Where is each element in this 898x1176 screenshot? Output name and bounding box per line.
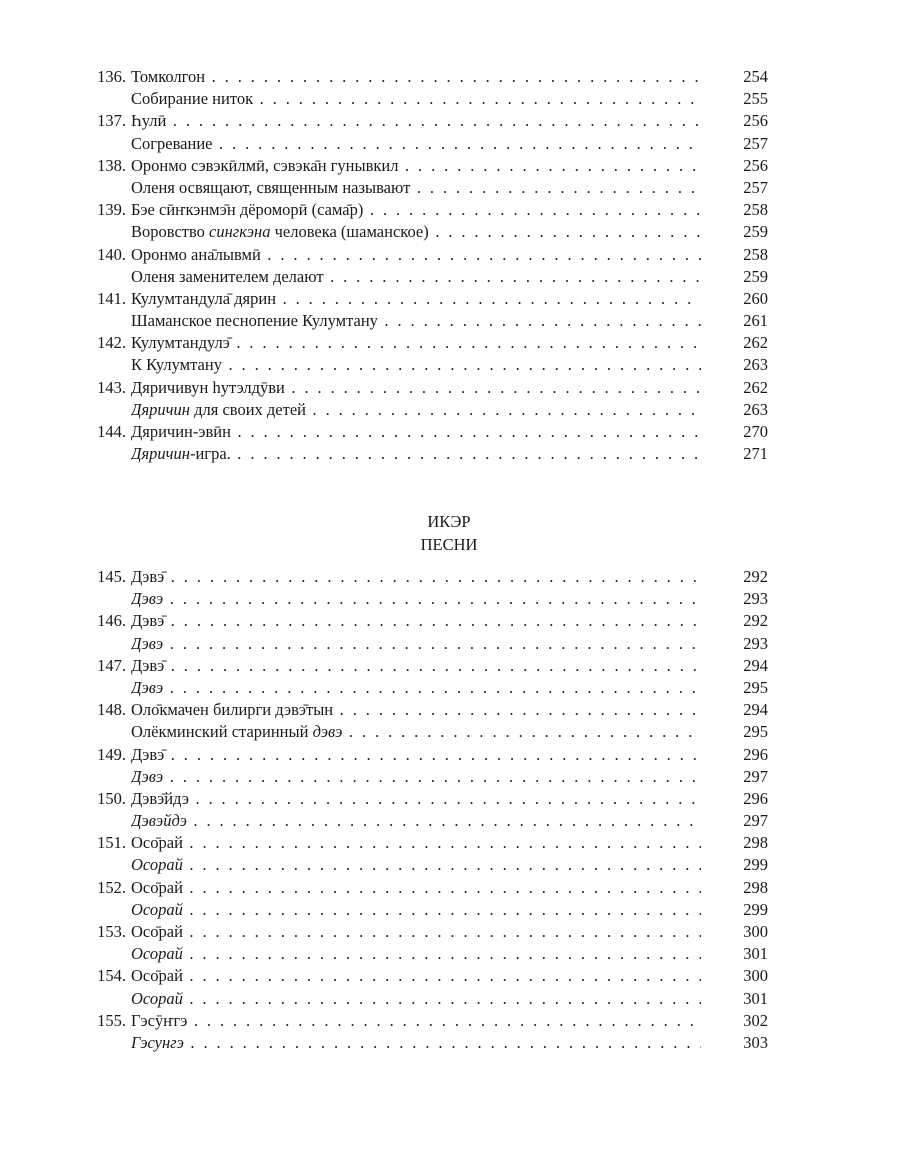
title-segment: К Кулумтану — [131, 355, 222, 375]
page-number: 257 — [743, 133, 768, 153]
title-segment: Собирание ниток — [131, 89, 254, 109]
entry-title — [131, 244, 701, 266]
entry-title — [131, 965, 701, 987]
toc-entry-translation[interactable] — [0, 399, 898, 421]
title-segment: Дяричин — [131, 444, 190, 464]
page-number: 296 — [743, 744, 768, 764]
title-segment: Һулӣ — [131, 111, 167, 131]
toc-entry[interactable] — [0, 877, 898, 899]
section-subheading: ПЕСНИ — [420, 535, 478, 554]
section-heading: ИКЭР — [427, 512, 471, 531]
entry-number: 147. — [97, 655, 126, 675]
page-number: 293 — [743, 589, 768, 609]
entry-number: 140. — [97, 244, 126, 264]
page-number: 263 — [743, 399, 768, 419]
title-segment: Осо̄рай — [131, 833, 183, 853]
title-segment: Осорай — [131, 899, 183, 919]
toc-entry-translation[interactable] — [0, 854, 898, 876]
toc-entry-translation[interactable] — [0, 766, 898, 788]
page-number: 262 — [743, 333, 768, 353]
entry-translation — [131, 399, 701, 421]
title-segment: Дяричин — [131, 399, 190, 419]
page-number: 294 — [743, 700, 768, 720]
entry-translation — [131, 354, 701, 376]
toc-entry[interactable] — [0, 377, 898, 399]
entry-translation — [131, 721, 701, 743]
title-segment: -игра. — [189, 444, 231, 464]
title-segment: Олёкминский старинный — [131, 722, 313, 742]
title-segment: Осо̄рай — [131, 922, 183, 941]
entry-number: 136. — [97, 67, 126, 86]
toc-entry-translation[interactable] — [0, 988, 898, 1010]
title-segment: Гэсунгэ — [131, 1032, 184, 1052]
page-number: 300 — [743, 966, 768, 986]
toc-entry[interactable] — [0, 699, 898, 721]
toc-entry-translation[interactable] — [0, 310, 898, 332]
entry-number: 148. — [97, 700, 126, 720]
entry-translation — [131, 443, 701, 465]
entry-title — [131, 66, 701, 88]
toc-entry[interactable] — [0, 788, 898, 810]
page-number: 270 — [743, 422, 768, 441]
toc-entry-translation[interactable] — [0, 677, 898, 699]
page-number: 299 — [743, 855, 768, 875]
toc-section — [0, 566, 898, 1054]
page-number: 262 — [743, 377, 768, 397]
page-number: 303 — [743, 1032, 768, 1052]
toc-entry[interactable] — [0, 610, 898, 632]
title-segment: Оло̄кмачен билирги дэвэ̄тын — [131, 700, 334, 720]
entry-title — [131, 832, 701, 854]
page-number: 257 — [743, 177, 768, 197]
page-number: 255 — [743, 89, 768, 109]
entry-translation — [131, 854, 701, 876]
entry-translation — [131, 766, 701, 788]
entry-number: 145. — [97, 567, 126, 586]
entry-title — [131, 655, 701, 677]
toc-entry-translation[interactable] — [0, 633, 898, 655]
toc-entry-translation[interactable] — [0, 443, 898, 465]
page-number: 254 — [743, 67, 768, 86]
entry-translation — [131, 177, 701, 199]
toc-entry[interactable] — [0, 921, 898, 943]
entry-title — [131, 699, 701, 721]
page-number: 258 — [743, 200, 768, 220]
title-segment: Согревание — [131, 133, 213, 153]
page-number: 260 — [743, 288, 768, 308]
entry-translation — [131, 810, 701, 832]
toc-entry-translation[interactable] — [0, 588, 898, 610]
entry-number: 141. — [97, 288, 126, 308]
entry-translation — [131, 88, 701, 110]
title-segment: Дэвэ — [131, 589, 164, 609]
title-segment: Дэвэ̄ — [131, 567, 165, 586]
title-segment: Дяричивун һутэлдӯви — [131, 377, 285, 397]
entry-translation — [131, 633, 701, 655]
title-segment: Кулумтандула̄ дярин — [131, 288, 277, 308]
page-number: 259 — [743, 266, 768, 286]
title-segment: Дэвэйдэ — [131, 811, 187, 831]
entry-number: 144. — [97, 422, 126, 441]
entry-translation — [131, 677, 701, 699]
toc-entry-translation[interactable] — [0, 943, 898, 965]
page-number: 302 — [743, 1010, 768, 1030]
entry-title — [131, 788, 701, 810]
title-segment: Осорай — [131, 855, 183, 875]
toc-entry[interactable] — [0, 832, 898, 854]
title-segment: Дяричин-эвӣн — [131, 422, 231, 441]
toc-entry[interactable] — [0, 332, 898, 354]
title-segment: Оронмо сэвэкӣлмӣ, сэвэка̄н гунывкил — [131, 155, 399, 175]
title-segment: Оленя освящают, священным называют — [131, 177, 411, 197]
entry-title — [131, 199, 701, 221]
entry-title — [131, 921, 701, 943]
entry-number: 138. — [97, 155, 126, 175]
page-number: 263 — [743, 355, 768, 375]
toc-entry-translation[interactable] — [0, 721, 898, 743]
page-number: 301 — [743, 944, 768, 964]
entry-title — [131, 1010, 701, 1032]
page-number: 297 — [743, 766, 768, 786]
page-number: 256 — [743, 111, 768, 131]
entry-title — [131, 610, 701, 632]
toc-entry-translation[interactable] — [0, 1032, 898, 1054]
title-segment: Томколгон — [131, 67, 206, 86]
title-segment: Кулумтандулэ̄ — [131, 333, 230, 353]
entry-number: 155. — [97, 1010, 126, 1030]
title-segment: Дэвэ — [131, 677, 164, 697]
title-segment: Дэвэ̄ — [131, 611, 165, 631]
title-segment: Гэсӯҥгэ — [131, 1010, 188, 1030]
entry-number: 153. — [97, 922, 126, 941]
toc-entry-translation[interactable] — [0, 88, 898, 110]
page-number: 292 — [743, 567, 768, 586]
toc-entry-translation[interactable] — [0, 266, 898, 288]
entry-number: 152. — [97, 877, 126, 897]
title-segment: Дэвэ̄ — [131, 744, 165, 764]
toc-entry[interactable] — [0, 1010, 898, 1032]
entry-number: 150. — [97, 788, 126, 808]
page-number: 296 — [743, 788, 768, 808]
entry-translation — [131, 1032, 701, 1054]
page-number: 300 — [743, 922, 768, 941]
page-number: 261 — [743, 311, 768, 331]
entry-translation — [131, 310, 701, 332]
toc-entry[interactable] — [0, 66, 898, 88]
page-number: 292 — [743, 611, 768, 631]
toc-section — [0, 66, 898, 465]
title-segment: сингкэна — [209, 222, 271, 242]
title-segment: Бэе сӣҥкэнмэ̄н дёроморӣ (сама̄р) — [131, 200, 364, 220]
title-segment: Дэвэ — [131, 633, 164, 653]
page-number: 271 — [743, 444, 768, 464]
entry-translation — [131, 899, 701, 921]
page-number: 259 — [743, 222, 768, 242]
toc-entry[interactable] — [0, 199, 898, 221]
entry-title — [131, 288, 701, 310]
title-segment: Осо̄рай — [131, 966, 183, 986]
page-number: 298 — [743, 833, 768, 853]
entry-translation — [131, 588, 701, 610]
toc-entry[interactable] — [0, 421, 898, 443]
entry-number: 139. — [97, 200, 126, 220]
entry-title — [131, 377, 701, 399]
entry-number: 149. — [97, 744, 126, 764]
toc-entry[interactable] — [0, 155, 898, 177]
entry-title — [131, 421, 701, 443]
entry-translation — [131, 988, 701, 1010]
title-segment: Дэвэ̄йдэ — [131, 788, 189, 808]
title-segment: человека (шаманское) — [270, 222, 429, 242]
toc-entry[interactable] — [0, 744, 898, 766]
entry-title — [131, 744, 701, 766]
entry-translation — [131, 133, 701, 155]
page-number: 258 — [743, 244, 768, 264]
title-segment: Оленя заменителем делают — [131, 266, 324, 286]
page-number: 301 — [743, 988, 768, 1008]
entry-title — [131, 155, 701, 177]
toc-entry[interactable] — [0, 655, 898, 677]
page-number: 295 — [743, 722, 768, 742]
toc-entry[interactable] — [0, 110, 898, 132]
entry-number: 154. — [97, 966, 126, 986]
title-segment: Осорай — [131, 988, 183, 1008]
entry-number: 146. — [97, 611, 126, 631]
title-segment: Оронмо ана̄лывмӣ — [131, 244, 261, 264]
entry-number: 137. — [97, 111, 126, 131]
title-segment: Дэвэ — [131, 766, 164, 786]
entry-number: 142. — [97, 333, 126, 353]
toc-entry[interactable] — [0, 965, 898, 987]
entry-title — [131, 332, 701, 354]
entry-translation — [131, 266, 701, 288]
page-number: 298 — [743, 877, 768, 897]
entry-title — [131, 110, 701, 132]
title-segment: Шаманское песнопение Кулумтану — [131, 311, 378, 331]
page-number: 297 — [743, 811, 768, 831]
page-number: 295 — [743, 677, 768, 697]
page-number: 294 — [743, 655, 768, 675]
toc-entry-translation[interactable] — [0, 899, 898, 921]
title-segment: дэвэ — [312, 722, 343, 742]
title-segment: для своих детей — [189, 399, 306, 419]
title-segment: Осорай — [131, 944, 183, 964]
entry-number: 143. — [97, 377, 126, 397]
page-number: 256 — [743, 155, 768, 175]
entry-number: 151. — [97, 833, 126, 853]
entry-translation — [131, 943, 701, 965]
page-number: 299 — [743, 899, 768, 919]
toc-entry[interactable] — [0, 566, 898, 588]
toc-entry-translation[interactable] — [0, 221, 898, 243]
toc-entry[interactable] — [0, 244, 898, 266]
toc-entry-translation[interactable] — [0, 133, 898, 155]
entry-translation — [131, 221, 701, 243]
toc-entry-translation[interactable] — [0, 810, 898, 832]
entry-title — [131, 566, 701, 588]
toc-entry-translation[interactable] — [0, 354, 898, 376]
toc-entry-translation[interactable] — [0, 177, 898, 199]
title-segment: Дэвэ̄ — [131, 655, 165, 675]
title-segment: Осо̄рай — [131, 877, 183, 897]
entry-title — [131, 877, 701, 899]
toc-entry[interactable] — [0, 288, 898, 310]
title-segment: Воровство — [131, 222, 210, 242]
page-number: 293 — [743, 633, 768, 653]
